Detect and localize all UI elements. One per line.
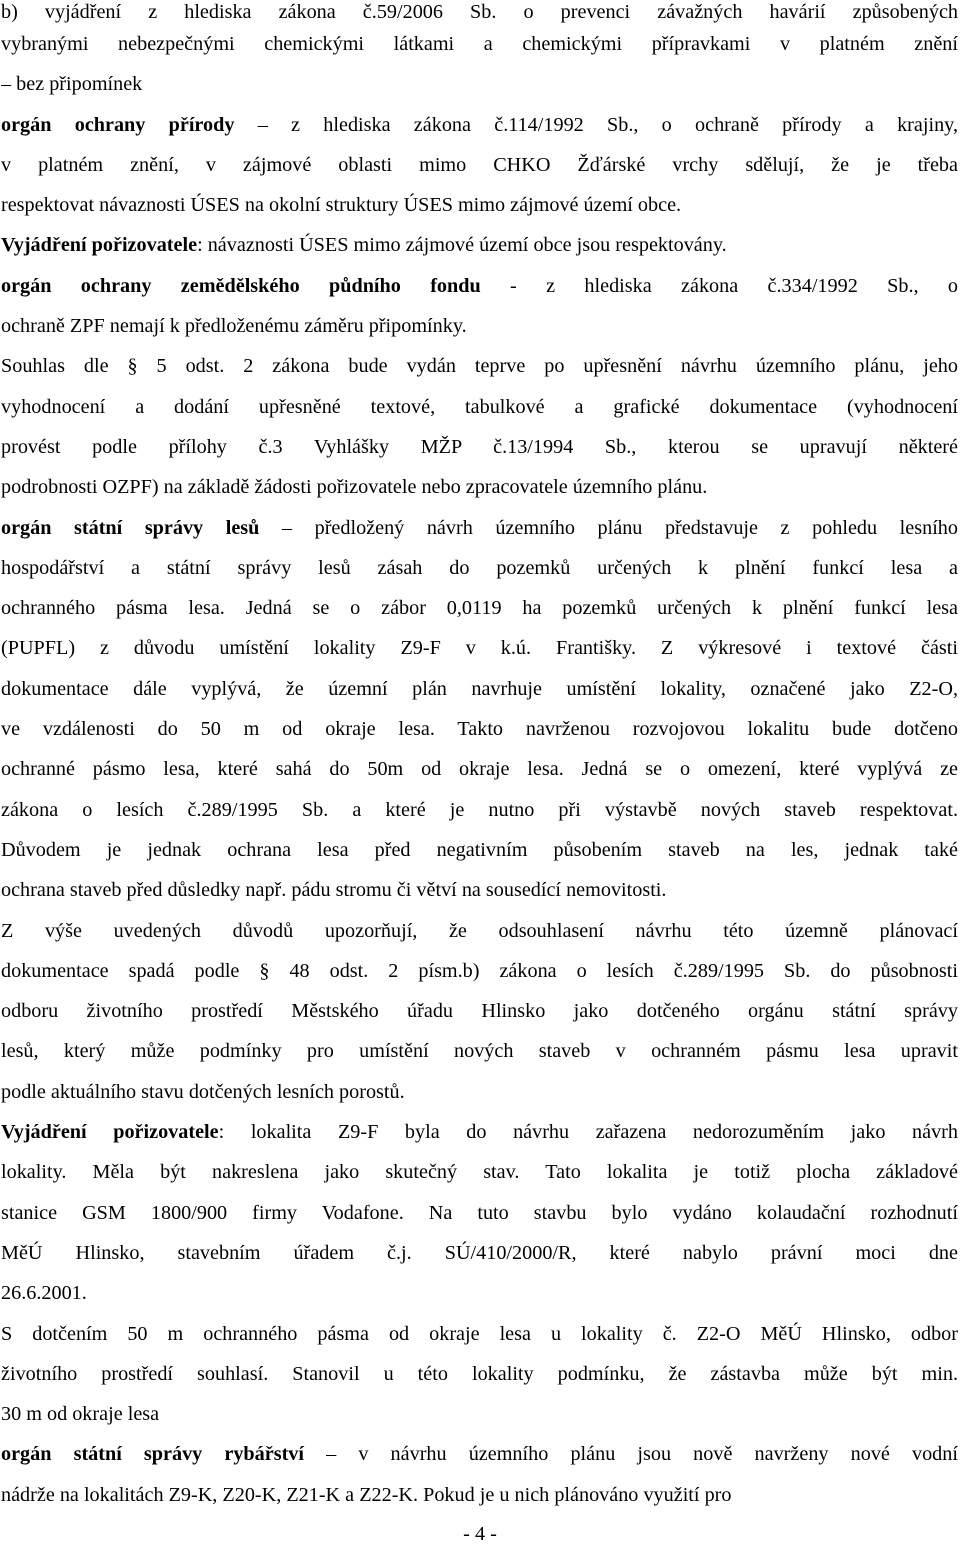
text-run: vybranými nebezpečnými chemickými látkami a chemickými přípravkami v platném znění (1, 33, 958, 55)
text-line (1, 790, 958, 830)
text-line (1, 709, 958, 749)
text-run: : lokalita Z9-F byla do návrhu zařazena nedorozuměním jako návrh (218, 1121, 958, 1144)
text-run: podle aktuálního stavu dotčených lesních porostů. (1, 1080, 405, 1103)
text-run: MěÚ Hlinsko, stavebním úřadem č.j. SÚ/410/2000/R, které nabylo právní moci dne (1, 1241, 958, 1264)
text-run: – z hlediska zákona č.114/1992 Sb., o ochraně přírody a krajiny, (234, 113, 958, 136)
text-line (1, 628, 958, 668)
text-line (1, 1152, 958, 1192)
text-line (1, 1273, 958, 1313)
text-run: lokality. Měla být nakreslena jako skutečný stav. Tato lokalita je totiž plocha základové (1, 1161, 958, 1184)
text-line (1, 1031, 958, 1071)
text-run: hospodářství a státní správy lesů zásah do pozemků určených k plnění funkcí lesa a (1, 556, 958, 579)
text-line (1, 991, 958, 1031)
text-run: respektovat návaznosti ÚSES na okolní struktury ÚSES mimo zájmové území obce. (1, 194, 682, 217)
text-run: 26.6.2001. (1, 1282, 87, 1305)
paragraph (1, 911, 958, 1112)
paragraph (1, 346, 958, 507)
text-line (1, 1193, 958, 1233)
text-run: nádrže na lokalitách Z9-K, Z20-K, Z21-K a Z22-K. Pokud je u nich plánováno využití pro (1, 1483, 732, 1506)
text-run: Z výše uvedených důvodů upozorňují, že odsouhlasení návrhu této územně plánovací (1, 919, 958, 942)
paragraph (1, 105, 958, 226)
paragraph (1, 1434, 958, 1515)
text-line (1, 185, 958, 225)
bold-heading: Vyjádření pořizovatele (1, 234, 198, 257)
text-run: ochranného pásma lesa. Jedná se o zábor 0,0119 ha pozemků určených k plnění funkcí lesa (1, 597, 958, 620)
text-run: odboru životního prostředí Městského úřadu Hlinsko jako dotčeného orgánu státní správy (1, 1000, 958, 1023)
text-line (1, 427, 958, 467)
text-line (1, 1354, 958, 1394)
text-run: dokumentace spadá podle § 48 odst. 2 písm.b) zákona o lesích č.289/1995 Sb. do působnosti (1, 959, 958, 982)
text-line (1, 951, 958, 991)
text-line (1, 266, 958, 306)
paragraph (1, 225, 958, 265)
text-line (1, 830, 958, 870)
text-line (1, 1072, 958, 1112)
text-line (1, 669, 958, 709)
text-line (1, 24, 958, 64)
text-line (1, 1475, 958, 1515)
text-run: ochranné pásmo lesa, které sahá do 50m od okraje lesa. Jedná se o omezení, které vyplývá ze (1, 758, 958, 781)
bold-heading: orgán ochrany přírody (1, 113, 235, 136)
text-line (1, 145, 958, 185)
text-line (1, 588, 958, 628)
text-run: dokumentace dále vyplývá, že územní plán navrhuje umístění lokality, označené jako Z2-O, (1, 677, 958, 700)
text-run: provést podle přílohy č.3 Vyhlášky MŽP č.13/1994 Sb., kterou se upravují některé (1, 435, 958, 458)
text-run: ve vzdálenosti do 50 m od okraje lesa. Takto navrženou rozvojovou lokalitu bude dotčeno (1, 718, 958, 741)
text-run: lesů, který může podmínky pro umístění nových staveb v ochranném pásmu lesa upravit (1, 1040, 958, 1063)
text-run: životního prostředí souhlasí. Stanovil u této lokality podmínku, že zástavba může být min. (1, 1362, 958, 1385)
text-run: zákona o lesích č.289/1995 Sb. a které je nutno při výstavbě nových staveb respektovat. (1, 798, 958, 821)
text-run: podrobnosti OZPF) na základě žádosti pořizovatele nebo zpracovatele územního plánu. (1, 476, 708, 499)
document-body (1, 0, 958, 1515)
bold-heading: orgán státní správy lesů (1, 516, 260, 539)
paragraph (1, 266, 958, 347)
bold-heading: Vyjádření pořizovatele (1, 1121, 219, 1144)
text-line (1, 749, 958, 789)
text-line (1, 870, 958, 910)
bold-heading: orgán státní správy rybářství (1, 1443, 304, 1466)
text-line (1, 1434, 958, 1474)
text-run: 30 m od okraje lesa (1, 1403, 160, 1426)
bold-heading: orgán ochrany zemědělského půdního fondu (1, 274, 481, 297)
text-line (1, 1314, 958, 1354)
text-run: – v návrhu územního plánu jsou nově navrženy nové vodní (304, 1443, 958, 1466)
text-line (1, 1394, 958, 1434)
text-run: v platném znění, v zájmové oblasti mimo CHKO Žďárské vrchy sdělují, že je třeba (1, 153, 958, 176)
text-run: b) vyjádření z hlediska zákona č.59/2006 Sb. o prevenci závažných havárií způsobených (1, 1, 958, 23)
text-run: stanice GSM 1800/900 firmy Vodafone. Na tuto stavbu bylo vydáno kolaudační rozhodnutí (1, 1201, 958, 1224)
text-run: (PUPFL) z důvodu umístění lokality Z9-F v k.ú. Františky. Z výkresové i textové části (1, 637, 958, 660)
page-number: - 4 - (463, 1523, 497, 1545)
paragraph (1, 508, 958, 911)
text-line (1, 548, 958, 588)
text-run: - z hlediska zákona č.334/1992 Sb., o (480, 274, 958, 297)
text-line (1, 225, 958, 265)
text-run: Důvodem je jednak ochrana lesa před negativním působením staveb na les, jednak také (1, 838, 958, 861)
text-line (1, 508, 958, 548)
text-line (1, 387, 958, 427)
text-run: vyhodnocení a dodání upřesněné textové, tabulkové a grafické dokumentace (vyhodnocení (1, 395, 958, 418)
text-run: ochraně ZPF nemají k předloženému záměru připomínky. (1, 315, 467, 338)
paragraph (1, 1112, 958, 1313)
text-run: – bez připomínek (1, 73, 143, 96)
text-line (1, 346, 958, 386)
text-run: S dotčením 50 m ochranného pásma od okraje lesa u lokality č. Z2-O MěÚ Hlinsko, odbor (1, 1322, 958, 1345)
text-line (1, 64, 958, 104)
text-run: ochrana staveb před důsledky např. pádu stromu či větví na sousedící nemovitosti. (1, 879, 667, 902)
paragraph (1, 0, 958, 105)
text-line (1, 911, 958, 951)
text-line (1, 1233, 958, 1273)
text-line (1, 105, 958, 145)
text-line (1, 306, 958, 346)
paragraph (1, 1314, 958, 1435)
text-run: Souhlas dle § 5 odst. 2 zákona bude vydán teprve po upřesnění návrhu územního plánu, jeho (1, 355, 958, 378)
text-line (1, 467, 958, 507)
text-run: : návaznosti ÚSES mimo zájmové území obce jsou respektovány. (197, 234, 727, 257)
text-line (1, 1112, 958, 1152)
text-run: – předložený návrh územního plánu představuje z pohledu lesního (259, 516, 958, 539)
text-line (1, 0, 958, 24)
